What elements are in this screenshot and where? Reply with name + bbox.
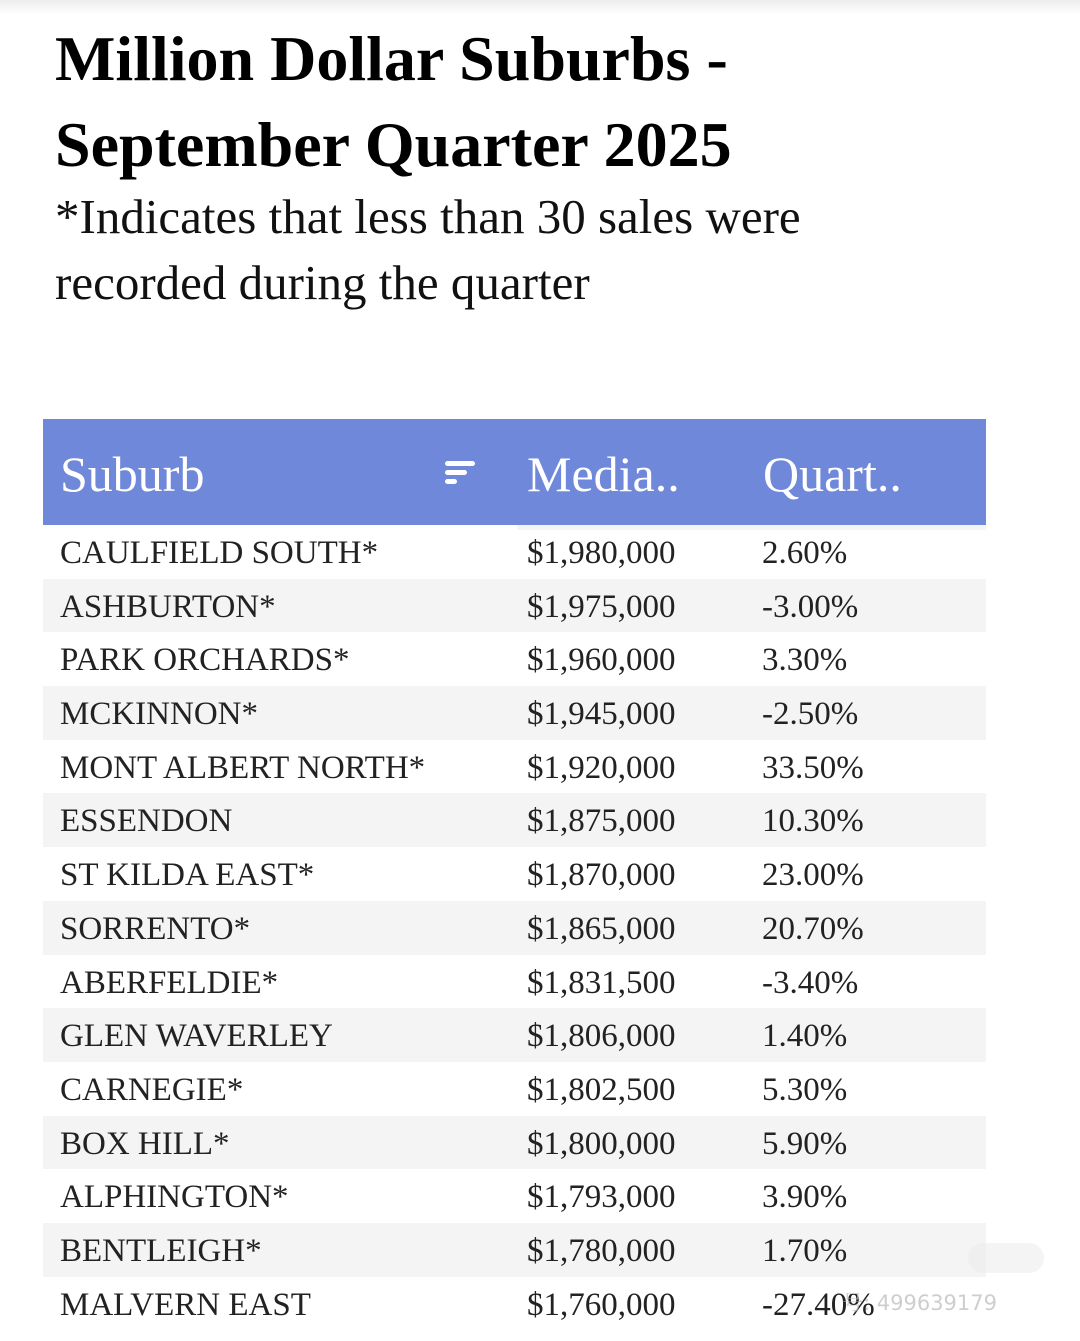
table-row (43, 686, 986, 740)
cell-median-price: $1,800,000 (527, 1125, 676, 1162)
cell-quarterly-change: -27.40% (762, 1286, 875, 1323)
table-row (43, 847, 986, 901)
cell-quarterly-change: 3.90% (762, 1179, 848, 1216)
cell-suburb: CAULFIELD SOUTH* (60, 535, 379, 571)
title-line-2: September Quarter 2025 (55, 109, 732, 180)
cell-median-price: $1,875,000 (527, 803, 676, 840)
cell-quarterly-change: 2.60% (762, 535, 848, 571)
cell-quarterly-change: 1.70% (762, 1232, 848, 1269)
cell-suburb: SORRENTO* (60, 910, 251, 947)
table-row (43, 1223, 986, 1277)
title-line-1: Million Dollar Suburbs - (55, 23, 728, 94)
table-row (43, 793, 986, 847)
cell-suburb: PARK ORCHARDS* (60, 642, 350, 679)
table-row (43, 1169, 986, 1223)
cell-quarterly-change: 3.30% (762, 642, 848, 679)
cell-quarterly-change: 33.50% (762, 749, 864, 786)
cell-suburb: GLEN WAVERLEY (60, 1018, 333, 1055)
cell-median-price: $1,806,000 (527, 1018, 676, 1055)
table-row (43, 955, 986, 1009)
cell-median-price: $1,960,000 (527, 642, 676, 679)
footnote-text (55, 184, 1055, 316)
cell-median-price: $1,870,000 (527, 857, 676, 894)
footnote-line-1: *Indicates that less than 30 sales were (55, 189, 801, 244)
table-row (43, 1062, 986, 1116)
cell-suburb: BENTLEIGH* (60, 1232, 262, 1269)
table-row (43, 579, 986, 633)
footnote-line-2: recorded during the quarter (55, 255, 590, 310)
table-row (43, 901, 986, 955)
cell-suburb: ASHBURTON* (60, 588, 276, 625)
cell-quarterly-change: 5.90% (762, 1125, 848, 1162)
cell-suburb: ALPHINGTON* (60, 1179, 289, 1216)
cell-median-price: $1,760,000 (527, 1286, 676, 1323)
cell-quarterly-change: 23.00% (762, 857, 864, 894)
table-row (43, 740, 986, 794)
table-row (43, 525, 986, 579)
top-fade (0, 0, 1080, 14)
cell-median-price: $1,802,500 (527, 1071, 676, 1108)
cell-median-price: $1,980,000 (527, 535, 676, 571)
cell-median-price: $1,975,000 (527, 588, 676, 625)
column-header-quarterly[interactable]: Quart.. (763, 446, 902, 502)
watermark-badge (968, 1243, 1044, 1273)
cell-median-price: $1,793,000 (527, 1179, 676, 1216)
cell-suburb: MCKINNON* (60, 696, 258, 733)
cell-median-price: $1,920,000 (527, 749, 676, 786)
cell-quarterly-change: 20.70% (762, 910, 864, 947)
cell-quarterly-change: 1.40% (762, 1018, 848, 1055)
cell-quarterly-change: -3.40% (762, 964, 859, 1001)
sort-lines-icon[interactable] (443, 457, 477, 489)
table-body (43, 525, 986, 1330)
cell-suburb: BOX HILL* (60, 1125, 230, 1162)
cell-quarterly-change: -2.50% (762, 696, 859, 733)
cell-quarterly-change: -3.00% (762, 588, 859, 625)
cell-suburb: ESSENDON (60, 803, 233, 840)
table-row (43, 1008, 986, 1062)
page-title (55, 16, 1055, 188)
cell-suburb: MONT ALBERT NORTH* (60, 749, 426, 786)
cell-suburb: ST KILDA EAST* (60, 857, 315, 894)
table-header (43, 419, 986, 525)
cell-median-price: $1,780,000 (527, 1232, 676, 1269)
cell-median-price: $1,831,500 (527, 964, 676, 1001)
cell-quarterly-change: 10.30% (762, 803, 864, 840)
cell-median-price: $1,865,000 (527, 910, 676, 947)
cell-suburb: CARNEGIE* (60, 1071, 244, 1108)
table-row (43, 632, 986, 686)
column-header-suburb[interactable]: Suburb (60, 446, 205, 502)
column-header-median[interactable]: Media.. (527, 446, 680, 502)
cell-median-price: $1,945,000 (527, 696, 676, 733)
cell-quarterly-change: 5.30% (762, 1071, 848, 1108)
cell-suburb: ABERFELDIE* (60, 964, 279, 1001)
table-row (43, 1116, 986, 1170)
suburb-table (43, 419, 986, 1330)
cell-suburb: MALVERN EAST (60, 1286, 311, 1323)
watermark-text: 号: 499639179 (842, 1291, 997, 1315)
